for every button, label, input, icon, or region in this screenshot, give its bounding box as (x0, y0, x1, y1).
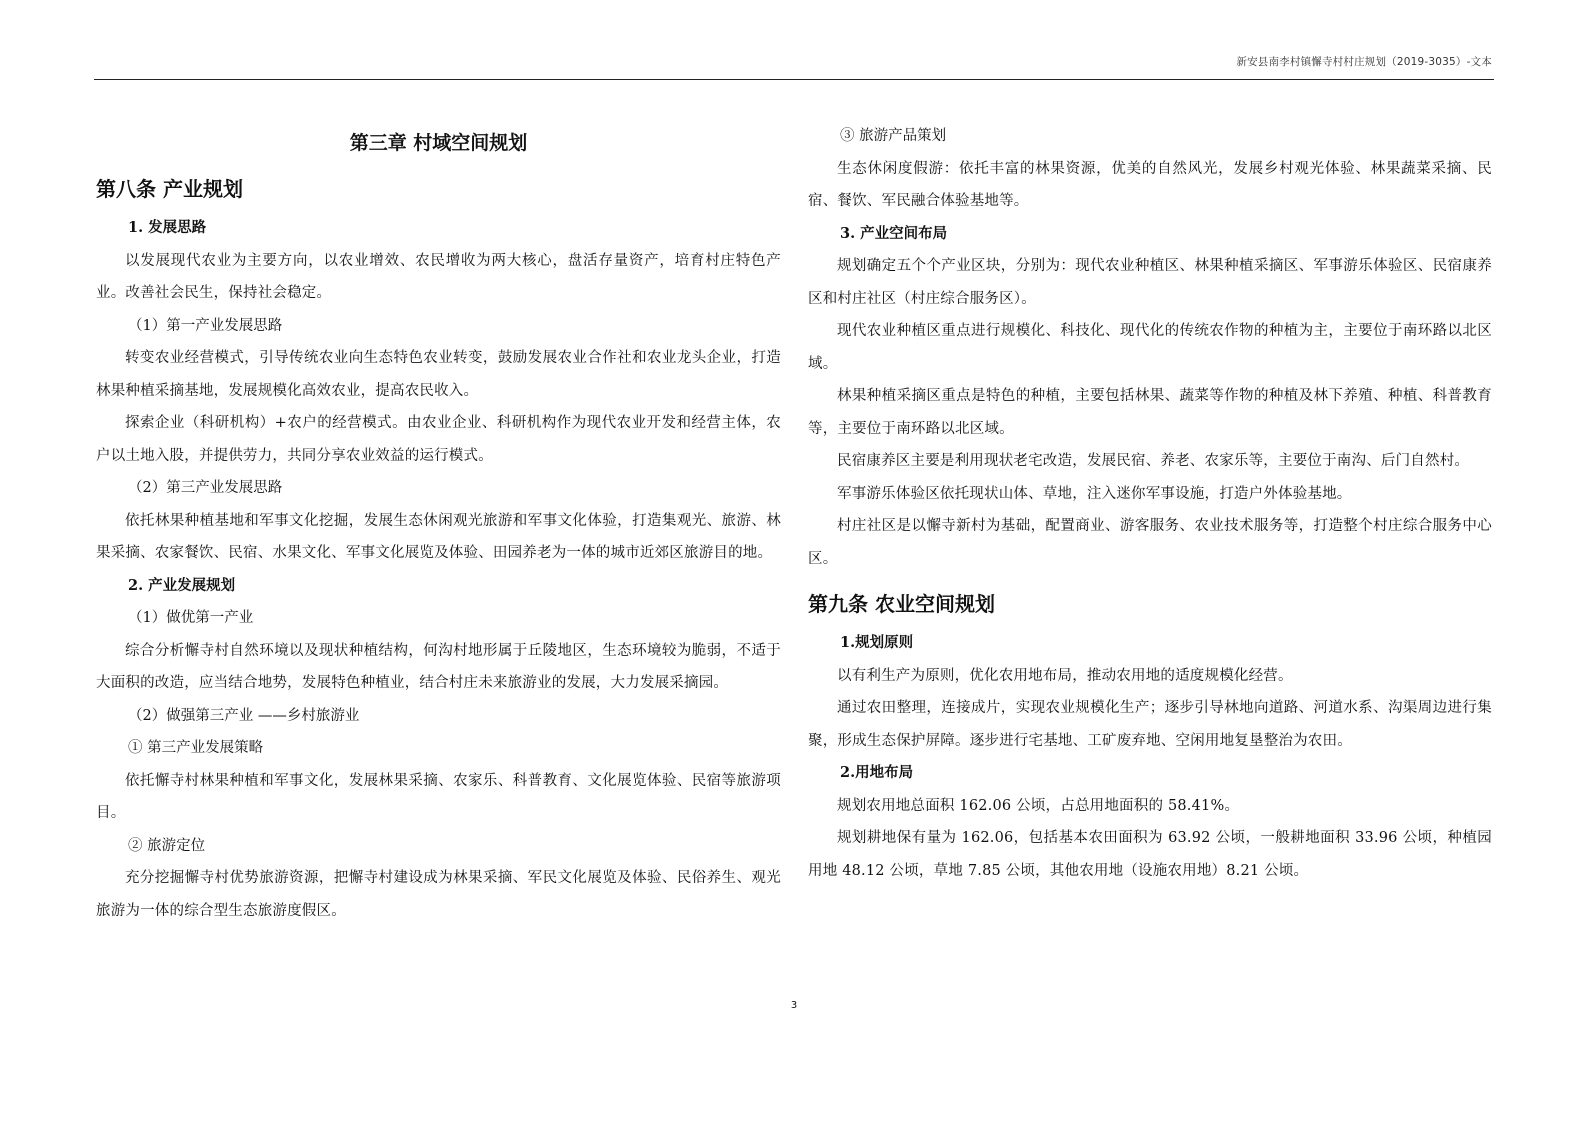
subheading: （1）做优第一产业 (128, 610, 254, 626)
paragraph: 规划耕地保有量为 162.06，包括基本农田面积为 63.92 公顷，一般耕地面积 33.96 公顷，种植园用地 48.12 公顷，草地 7.85 公顷，其他农用地（设施农用地）8.21 公顷。 (808, 830, 1492, 879)
list-item-heading: ① 第三产业发展策略 (128, 740, 264, 756)
section-heading: 2.用地布局 (840, 764, 914, 781)
paragraph: 以有利生产为原则，优化农用地布局，推动农用地的适度规模化经营。 (837, 667, 1293, 684)
section-heading: 1.规划原则 (840, 634, 914, 651)
paragraph: 探索企业（科研机构）+农户的经营模式。由农业企业、科研机构作为现代农业开发和经营主体，农户以土地入股，并提供劳力，共同分享农业效益的运行模式。 (96, 415, 781, 464)
paragraph: 充分挖掘懈寺村优势旅游资源，把懈寺村建设成为林果采摘、军民文化展览及体验、民俗养生、观光旅游为一体的综合型生态旅游度假区。 (96, 870, 781, 919)
header-rule (94, 79, 1494, 80)
paragraph: 村庄社区是以懈寺新村为基础，配置商业、游客服务、农业技术服务等，打造整个村庄综合服务中心区。 (808, 518, 1492, 567)
right-column (808, 120, 1492, 887)
paragraph: 军事游乐体验区依托现状山体、草地，注入迷你军事设施，打造户外体验基地。 (837, 485, 1352, 502)
chapter-title: 第三章 村域空间规划 (349, 132, 528, 154)
left-column (96, 120, 781, 927)
article-8-title: 第八条 产业规划 (96, 177, 243, 201)
paragraph: 综合分析懈寺村自然环境以及现状种植结构，何沟村地形属于丘陵地区，生态环境较为脆弱，不适于大面积的改造，应当结合地势，发展特色种植业，结合村庄未来旅游业的发展，大力发展采摘园。 (96, 642, 781, 691)
paragraph: 通过农田整理，连接成片，实现农业规模化生产；逐步引导林地向道路、河道水系、沟渠周边进行集聚，形成生态保护屏障。逐步进行宅基地、工矿废弃地、空闲用地复垦整治为农田。 (808, 700, 1492, 749)
page-number: 3 (790, 1000, 798, 1011)
list-item-heading: ② 旅游定位 (128, 837, 206, 854)
paragraph: 规划确定五个个产业区块，分别为：现代农业种植区、林果种植采摘区、军事游乐体验区、民宿康养区和村庄社区（村庄综合服务区）。 (808, 258, 1492, 307)
paragraph: 民宿康养区主要是利用现状老宅改造，发展民宿、养老、农家乐等，主要位于南沟、后门自然村。 (837, 453, 1470, 469)
paragraph: 依托懈寺村林果种植和军事文化，发展林果采摘、农家乐、科普教育、文化展览体验、民宿等旅游项目。 (96, 772, 781, 821)
paragraph: 林果种植采摘区重点是特色的种植，主要包括林果、蔬菜等作物的种植及林下养殖、种植、科普教育等，主要位于南环路以北区域。 (808, 388, 1492, 437)
paragraph: 以发展现代农业为主要方向，以农业增效、农民增收为两大核心，盘活存量资产，培育村庄特色产业。改善社会民生，保持社会稳定。 (96, 252, 781, 301)
subheading: （1）第一产业发展思路 (128, 317, 283, 334)
running-header: 新安县南李村镇懈寺村村庄规划（2019-3035）-文本 (1236, 56, 1492, 68)
subheading: （2）第三产业发展思路 (128, 480, 283, 496)
paragraph: 现代农业种植区重点进行规模化、科技化、现代化的传统农作物的种植为主，主要位于南环路以北区域。 (808, 323, 1492, 372)
paragraph: 依托林果种植基地和军事文化挖掘，发展生态休闲观光旅游和军事文化体验，打造集观光、旅游、林果采摘、农家餐饮、民宿、水果文化、军事文化展览及体验、田园养老为一体的城市近郊区旅游目的地。 (96, 512, 781, 561)
subheading: （2）做强第三产业 ——乡村旅游业 (128, 707, 360, 724)
article-9-title: 第九条 农业空间规划 (808, 592, 995, 616)
paragraph: 生态休闲度假游：依托丰富的林果资源，优美的自然风光，发展乡村观光体验、林果蔬菜采摘、民宿、餐饮、军民融合体验基地等。 (808, 160, 1492, 209)
section-2-heading: 2. 产业发展规划 (128, 576, 236, 594)
section-1-heading: 1. 发展思路 (128, 219, 207, 236)
list-item-heading: ③ 旅游产品策划 (840, 128, 947, 144)
paragraph: 转变农业经营模式，引导传统农业向生态特色农业转变，鼓励发展农业合作社和农业龙头企业，打造林果种植采摘基地，发展规模化高效农业，提高农民收入。 (96, 350, 781, 399)
section-3-heading: 3. 产业空间布局 (840, 224, 948, 242)
paragraph: 规划农用地总面积 162.06 公顷，占总用地面积的 58.41%。 (837, 797, 1240, 814)
